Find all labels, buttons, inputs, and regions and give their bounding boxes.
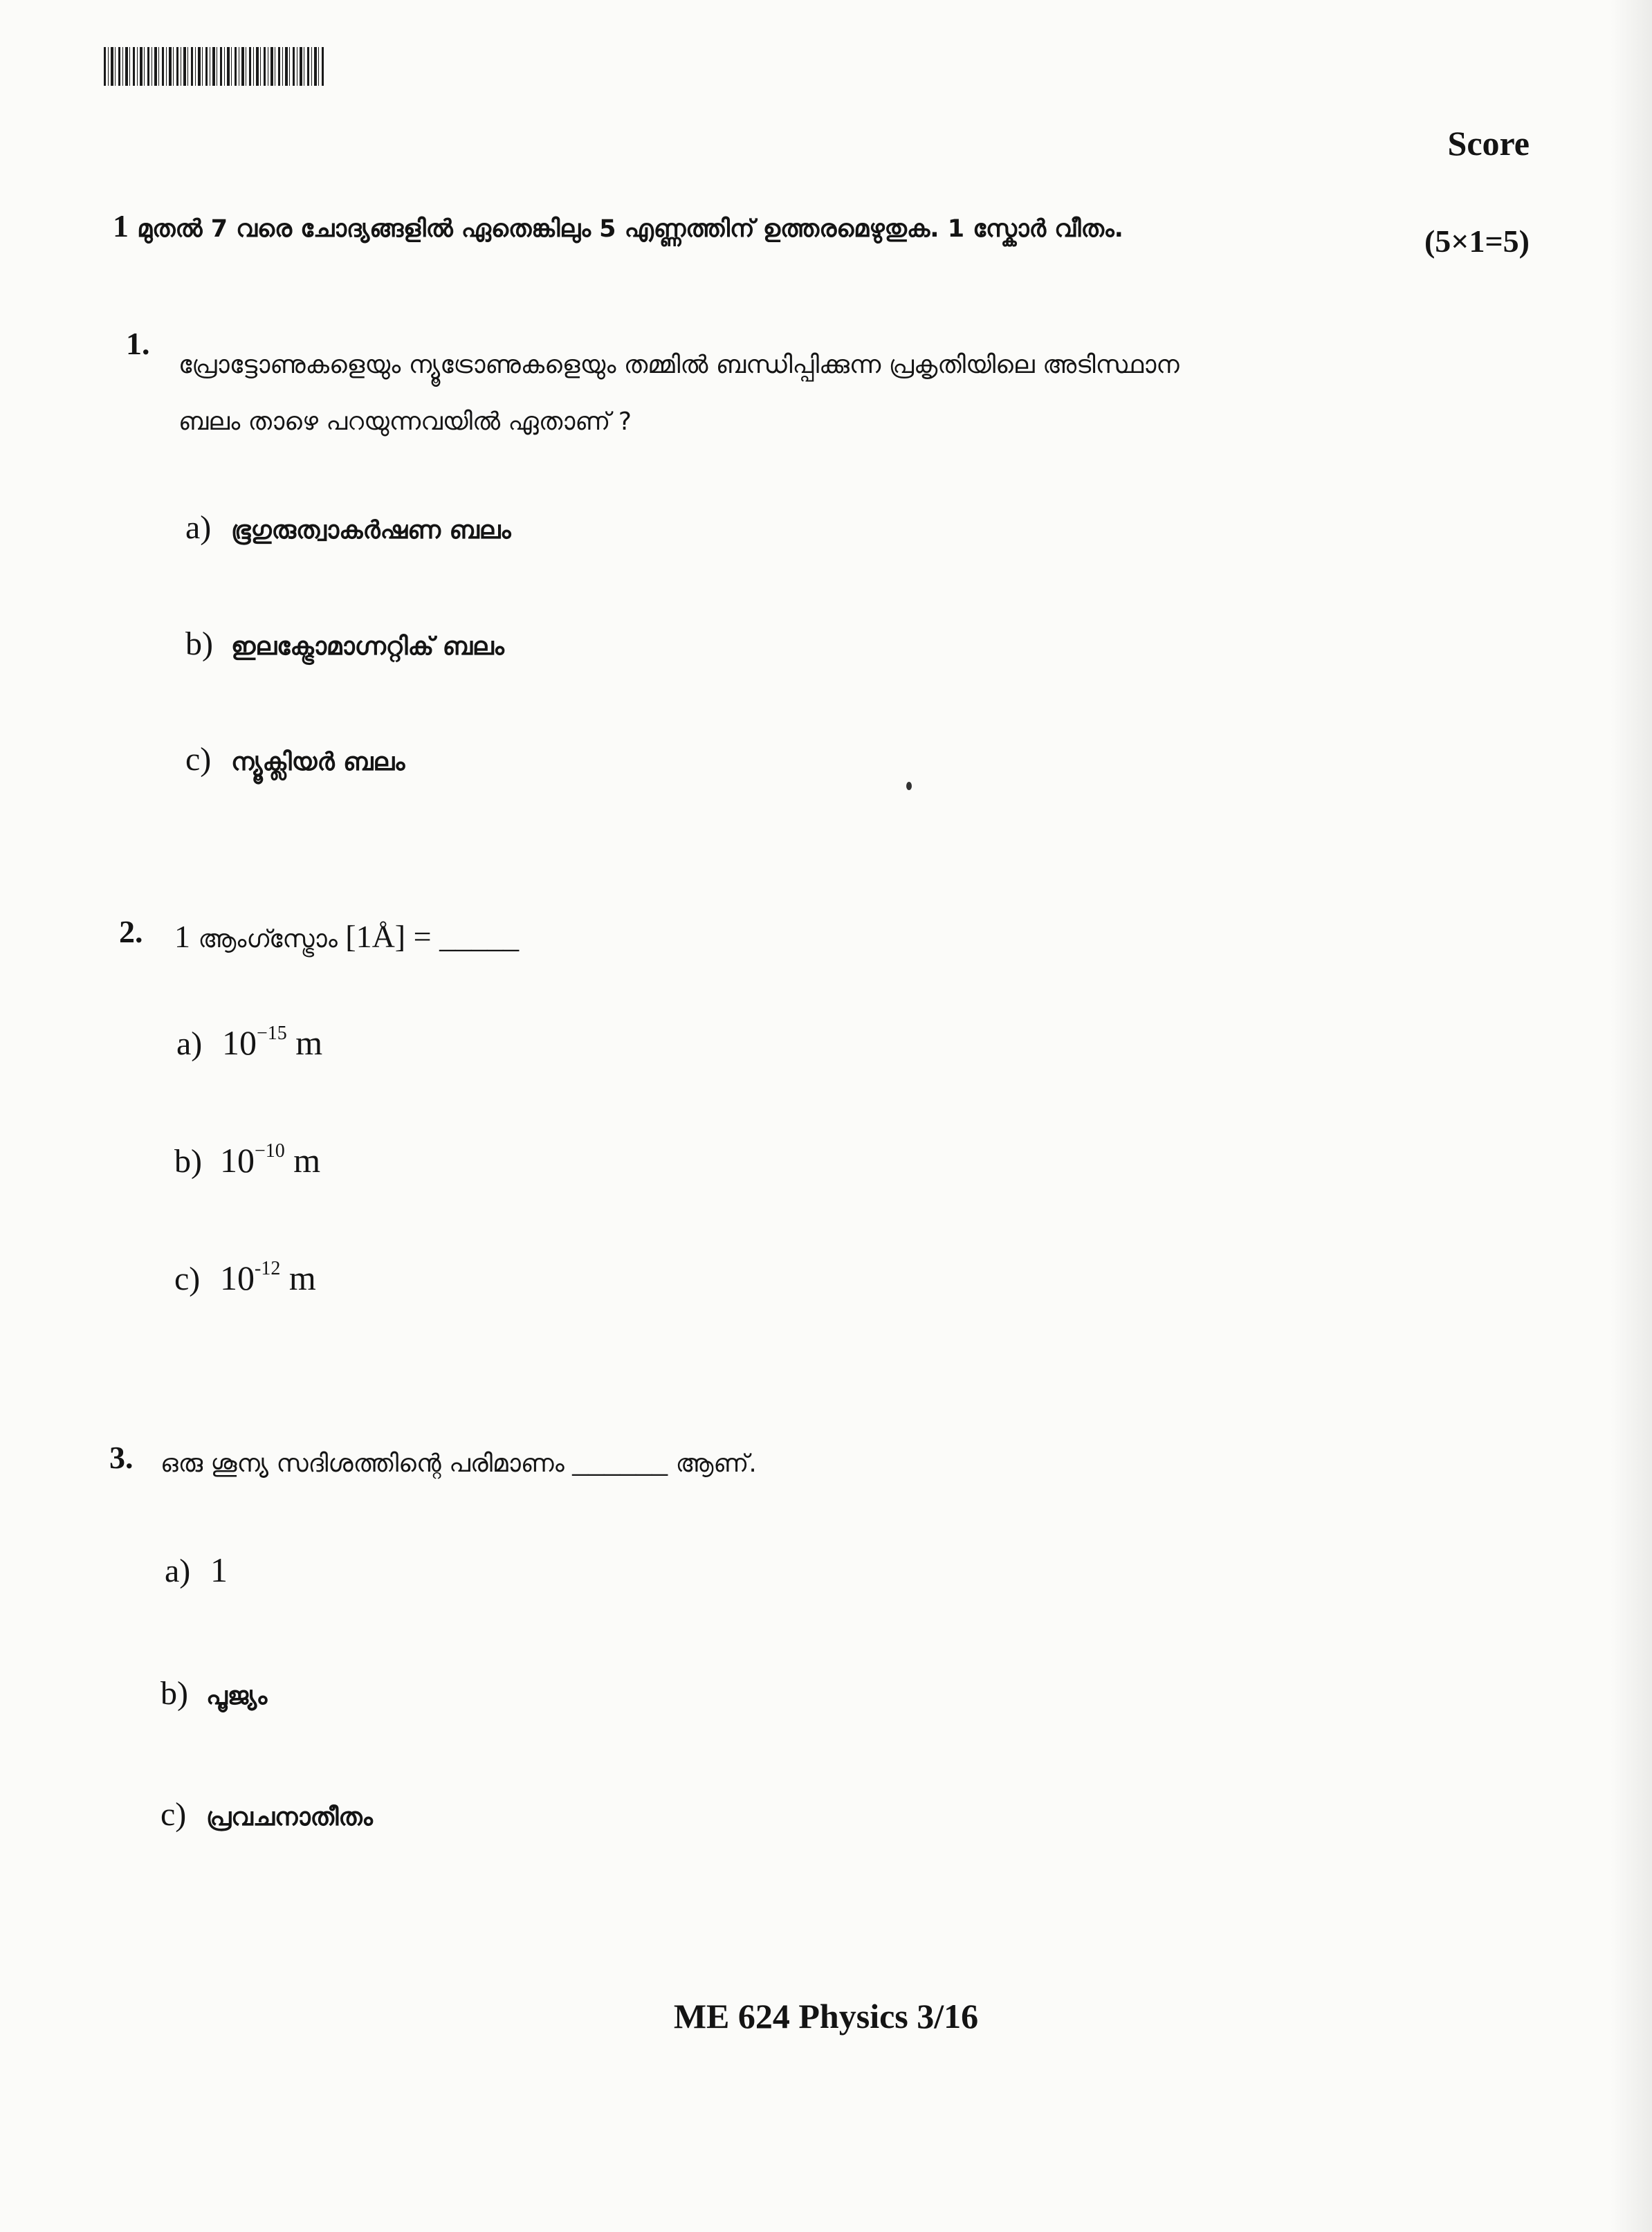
option-value bbox=[220, 1259, 316, 1297]
question-1-text-line1: പ്രോട്ടോണുകളെയും ന്യൂട്രോണുകളെയും തമ്മിൽ ബന്ധിപ്പിക്കുന്ന പ്രകൃതിയിലെ അടിസ്ഥാന bbox=[178, 351, 1180, 379]
option-text: ന്യൂക്ലിയർ ബലം bbox=[231, 748, 405, 776]
question-1-option-b bbox=[185, 625, 504, 663]
page-footer: ME 624 Physics 3/16 bbox=[673, 1997, 979, 2036]
option-label: b) bbox=[160, 1675, 188, 1712]
question-3-text-before: ഒരു ശൂന്യ സദിശത്തിന്റെ പരിമാണം bbox=[160, 1449, 565, 1478]
option-value bbox=[222, 1023, 322, 1062]
option-label: c) bbox=[185, 741, 212, 778]
option-text: ഭൂഗുരുത്വാകർഷണ ബലം bbox=[231, 516, 511, 545]
question-3-blank: ______ bbox=[572, 1443, 668, 1479]
question-2-option-c bbox=[174, 1258, 316, 1298]
option-label: a) bbox=[185, 509, 212, 546]
instruction-lead: 1 bbox=[113, 208, 129, 244]
option-text: ഇലക്ട്രോമാഗ്നറ്റിക് ബലം bbox=[231, 632, 504, 661]
option-exponent: −10 bbox=[255, 1140, 285, 1162]
option-unit: m bbox=[293, 1141, 321, 1180]
question-2-prefix: 1 bbox=[174, 919, 190, 954]
option-label: c) bbox=[160, 1796, 187, 1833]
option-value bbox=[220, 1141, 320, 1180]
option-exponent: -12 bbox=[255, 1258, 281, 1279]
question-2-suffix: [1Å] = _____ bbox=[345, 919, 520, 954]
barcode bbox=[104, 47, 324, 86]
question-1-number: 1. bbox=[126, 326, 150, 361]
question-3-number: 3. bbox=[109, 1440, 134, 1475]
option-label: a) bbox=[165, 1553, 191, 1589]
question-2-option-b bbox=[174, 1140, 320, 1180]
ink-speck bbox=[906, 782, 912, 790]
instruction-text: മുതൽ 7 വരെ ചോദ്യങ്ങളിൽ ഏതെങ്കിലും 5 എണ്ണത്തിന് ഉത്തരമെഴുതുക. 1 സ്കോർ വീതം. bbox=[137, 215, 1123, 243]
option-label: b) bbox=[185, 625, 213, 662]
option-label: b) bbox=[174, 1143, 202, 1180]
option-label: a) bbox=[176, 1025, 203, 1062]
question-2-option-a bbox=[176, 1023, 322, 1063]
marks-allocation: (5×1=5) bbox=[1424, 223, 1530, 259]
question-2-word: ആംഗ്സ്ട്രോം bbox=[198, 925, 338, 953]
option-text: പ്രവചനാതീതം bbox=[206, 1803, 373, 1831]
question-3-text-after: ആണ്. bbox=[675, 1449, 757, 1478]
option-text: 1 bbox=[210, 1550, 228, 1589]
option-base: 10 bbox=[220, 1141, 255, 1180]
question-1-option-a bbox=[185, 509, 511, 547]
option-unit: m bbox=[288, 1259, 316, 1297]
option-exponent: −15 bbox=[257, 1023, 287, 1044]
question-3-option-b bbox=[160, 1674, 267, 1712]
question-3-option-a bbox=[165, 1550, 228, 1590]
option-text: പൂജ്യം bbox=[206, 1682, 268, 1710]
question-2-number: 2. bbox=[119, 914, 143, 949]
option-base: 10 bbox=[220, 1259, 255, 1297]
option-base: 10 bbox=[222, 1023, 257, 1062]
instruction bbox=[113, 208, 1123, 244]
question-3-text bbox=[160, 1425, 757, 1500]
score-label: Score bbox=[1447, 124, 1530, 163]
option-unit: m bbox=[295, 1023, 323, 1062]
question-1-text-line2: ബലം താഴെ പറയുന്നവയിൽ ഏതാണ് ? bbox=[178, 408, 632, 436]
page-edge-shadow bbox=[1610, 0, 1652, 2232]
question-1-option-c bbox=[185, 740, 405, 778]
question-3-option-c bbox=[160, 1795, 373, 1833]
option-label: c) bbox=[174, 1261, 201, 1297]
question-2-text bbox=[174, 901, 519, 976]
